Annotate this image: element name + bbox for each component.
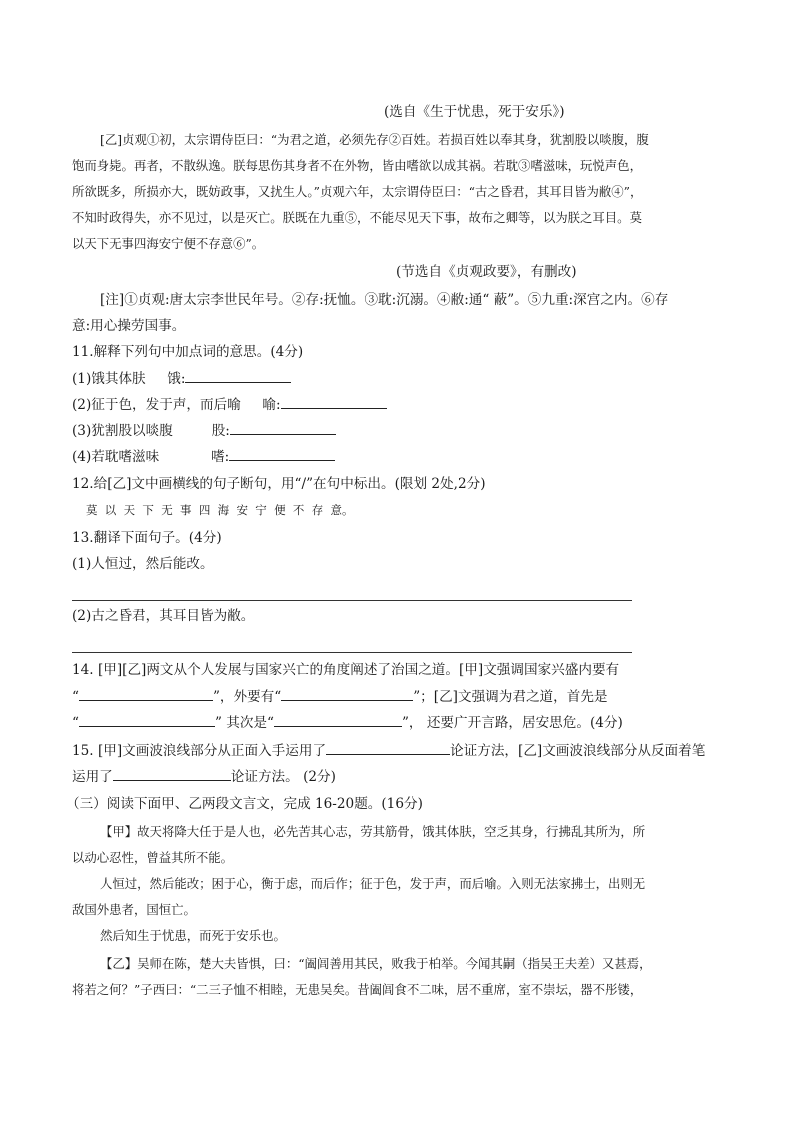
q11-item-word: 股: [211,423,230,439]
answer-line[interactable] [72,600,632,601]
q11-item-text: (3)犹割股以啖腹 [72,423,173,439]
passage-line: 不知时政得失，亦不见过，以是灭亡。朕既在九重⑤，不能尽见天下事，故布之卿等，以为朕之耳目。莫 [72,210,642,225]
section-3-title: （三）阅读下面甲、乙两段文言文，完成 16-20题。(16分) [66,796,423,812]
passage-line: 【乙】吴师在陈，楚大夫皆惧，曰：“阖闾善用其民，败我于柏举。今闻其嗣（指吴王夫差）又甚焉， [100,956,652,971]
q13-sentence-1: (1)人恒过，然后能改。 [72,556,214,572]
answer-blank[interactable] [326,740,450,755]
question-11-title: 11.解释下列句中加点词的意思。(4分) [72,344,304,360]
q15-text: 15. [甲]文画波浪线部分从正面入手运用了 [72,743,327,759]
passage-line: 然后知生于忧患，而死于安乐也。 [100,928,286,943]
q11-item-4 [72,446,335,467]
q14-text: ”， 还要广开言路，居安思危。(4分) [401,715,623,731]
passage-line: 以动心忍性，曾益其所不能。 [72,850,234,865]
q11-item-1 [72,368,291,389]
passage-line: 敌国外患者，国恒亡。 [72,902,196,917]
answer-blank[interactable] [281,394,387,409]
answer-blank[interactable] [274,712,402,727]
question-14-line-3 [72,712,623,733]
q14-text: ” 其次是“ [214,715,274,731]
q14-text: “ [72,715,79,731]
answer-blank[interactable] [185,368,291,383]
question-12-title: 12.给[乙]文中画横线的句子断句，用“/”在句中标出。(限划 2处,2分) [72,476,486,492]
q12-sentence[interactable]: 莫 以 天 下 无 事 四 海 安 宁 便 不 存 意。 [86,503,354,517]
passage-line: 以天下无事四海安宁便不存意⑥”。 [72,236,265,251]
answer-blank[interactable] [230,420,336,435]
question-14-line-1: 14. [甲][乙]两文从个人发展与国家兴亡的角度阐述了治国之道。[甲]文强调国家兴盛内要有 [72,662,620,678]
q14-text: ”；[乙]文强调为君之道，首先是 [413,689,608,705]
q14-text: ”，外要有“ [212,689,282,705]
answer-blank[interactable] [229,446,335,461]
answer-line[interactable] [72,652,632,653]
q15-text: 论证方法，[乙]文画波浪线部分从反面着笔 [450,743,706,759]
q14-text: “ [72,689,79,705]
q11-item-text: (1)饿其体肤 [72,371,146,387]
note-line: 意:用心操劳国事。 [72,318,186,334]
answer-blank[interactable] [113,766,231,781]
answer-blank[interactable] [281,686,413,701]
q11-item-word: 喻: [262,397,281,413]
question-13-title: 13.翻译下面句子。(4分) [72,530,222,546]
question-15-line-2 [72,766,336,787]
passage-line: 所欲既多，所损亦大，既妨政事，又扰生人。”贞观六年，太宗谓侍臣曰：“古之昏君，其耳目皆为敝④”， [72,184,643,199]
source-citation-2: (节选自《贞观政要》，有删改) [396,264,577,280]
q11-item-3 [72,420,336,441]
question-14-line-2 [72,686,608,707]
q11-item-word: 嗜: [211,449,230,465]
passage-line: 将若之何？”子西曰：“二三子恤不相睦，无患吴矣。昔阖闾食不二味，居不重席，室不崇坛，器不彤镂， [72,982,643,997]
q15-text: 运用了 [72,769,113,785]
note-line: [注]①贞观:唐太宗李世民年号。②存:抚恤。③耽:沉溺。④敝:通“ 蔽”。⑤九重:深宫之内。⑥存 [100,292,669,308]
q13-sentence-2: (2)古之昏君，其耳目皆为敝。 [72,608,255,624]
answer-blank[interactable] [79,712,215,727]
q11-item-word: 饿: [167,371,186,387]
passage-line: 人恒过，然后能改；困于心，衡于虑，而后作；征于色，发于声，而后喻。入则无法家拂士，出则无 [100,876,646,891]
question-15-line-1 [72,740,705,761]
source-citation-1: (选自《生于忧患，死于安乐》) [384,104,565,120]
passage-line: [乙]贞观①初，太宗谓侍臣曰：“为君之道，必须先存②百姓。若损百姓以奉其身，犹割股以啖腹，腹 [100,132,649,147]
q11-item-text: (2)征于色，发于声，而后喻 [72,397,241,413]
q11-item-2 [72,394,387,415]
answer-blank[interactable] [79,686,213,701]
passage-line: 【甲】故天将降大任于是人也，必先苦其心志，劳其筋骨，饿其体肤，空乏其身，行拂乱其所为，所 [100,824,646,839]
q11-item-text: (4)若耽嗜滋味 [72,449,160,465]
passage-line: 饱而身毙。再者，不散纵逸。朕每思伤其身者不在外物，皆由嗜欲以成其祸。若耽③嗜滋味，玩悦声色， [72,158,642,173]
q15-text: 论证方法。 (2分) [230,769,336,785]
